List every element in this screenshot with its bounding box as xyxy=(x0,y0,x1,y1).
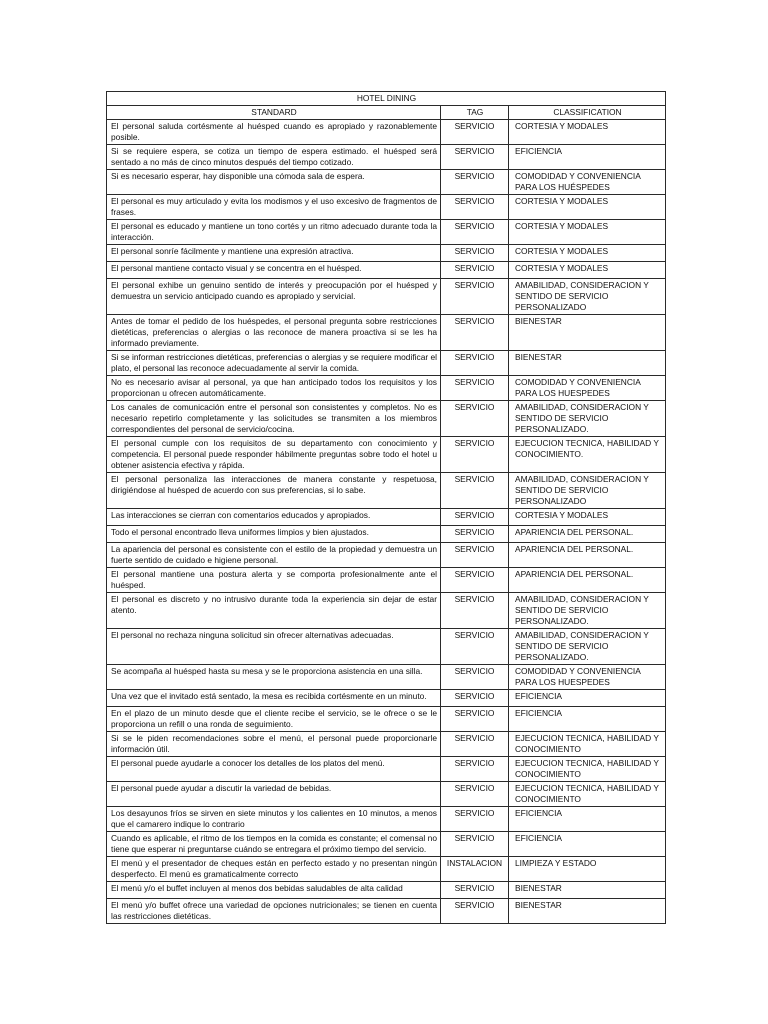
standard-cell: No es necesario avisar al personal, ya que han anticipado todos los requisitos y los proporcionan u ofrecen automáticamente. xyxy=(107,376,441,401)
table-row xyxy=(107,220,666,245)
table-row xyxy=(107,757,666,782)
standard-cell: El personal cumple con los requisitos de su departamento con conocimiento y competencia. El personal puede responder hábilmente preguntas sobre todo el hotel u obtener asistencia efectiva y rápida. xyxy=(107,437,441,473)
tag-cell: SERVICIO xyxy=(441,782,509,807)
classification-cell: EJECUCION TECNICA, HABILIDAD Y CONOCIMIENTO xyxy=(509,757,666,782)
classification-cell: BIENESTAR xyxy=(509,899,666,924)
table-row xyxy=(107,665,666,690)
classification-cell: APARIENCIA DEL PERSONAL. xyxy=(509,526,666,543)
table-row xyxy=(107,509,666,526)
tag-cell: SERVICIO xyxy=(441,690,509,707)
standard-cell: El personal no rechaza ninguna solicitud sin ofrecer alternativas adecuadas. xyxy=(107,629,441,665)
table-row xyxy=(107,526,666,543)
standard-cell: Los canales de comunicación entre el personal son consistentes y completos. No es necesario repetirlo completamente y las solicitudes se transmiten a los miembros correspondientes del personal de servicio/cocina. xyxy=(107,401,441,437)
classification-cell: CORTESIA Y MODALES xyxy=(509,245,666,262)
standard-cell: Todo el personal encontrado lleva uniformes limpios y bien ajustados. xyxy=(107,526,441,543)
table-row xyxy=(107,401,666,437)
classification-cell: AMABILIDAD, CONSIDERACION Y SENTIDO DE SERVICIO PERSONALIZADO. xyxy=(509,629,666,665)
tag-cell: SERVICIO xyxy=(441,120,509,145)
classification-cell: EFICIENCIA xyxy=(509,807,666,832)
tag-cell: SERVICIO xyxy=(441,832,509,857)
classification-cell: CORTESIA Y MODALES xyxy=(509,120,666,145)
standard-cell: El menú y el presentador de cheques están en perfecto estado y no presentan ningún desperfecto. El menú es gramaticalmente correcto xyxy=(107,857,441,882)
tag-cell: SERVICIO xyxy=(441,568,509,593)
classification-cell: AMABILIDAD, CONSIDERACION Y SENTIDO DE SERVICIO PERSONALIZADO. xyxy=(509,401,666,437)
title-row xyxy=(107,92,666,106)
table-row xyxy=(107,882,666,899)
table-row xyxy=(107,732,666,757)
standard-cell: Antes de tomar el pedido de los huéspedes, el personal pregunta sobre restricciones dietéticas, preferencias o alergias o las reconoce de manera proactiva si se les ha informado previamente. xyxy=(107,315,441,351)
standard-cell: El personal exhibe un genuino sentido de interés y preocupación por el huésped y demuestra un servicio anticipado cuando es apropiado y servicial. xyxy=(107,279,441,315)
table-row xyxy=(107,120,666,145)
table-body xyxy=(107,120,666,924)
classification-cell: APARIENCIA DEL PERSONAL. xyxy=(509,543,666,568)
classification-cell: EJECUCION TECNICA, HABILIDAD Y CONOCIMIENTO. xyxy=(509,437,666,473)
column-header-tag: TAG xyxy=(441,106,509,120)
classification-cell: COMODIDAD Y CONVENIENCIA PARA LOS HUESPEDES xyxy=(509,376,666,401)
tag-cell: INSTALACION xyxy=(441,857,509,882)
table-row xyxy=(107,473,666,509)
standard-cell: Si es necesario esperar, hay disponible una cómoda sala de espera. xyxy=(107,170,441,195)
tag-cell: SERVICIO xyxy=(441,526,509,543)
table-row xyxy=(107,690,666,707)
table-row xyxy=(107,262,666,279)
table-row xyxy=(107,568,666,593)
tag-cell: SERVICIO xyxy=(441,882,509,899)
classification-cell: AMABILIDAD, CONSIDERACION Y SENTIDO DE SERVICIO PERSONALIZADO. xyxy=(509,593,666,629)
table-row xyxy=(107,315,666,351)
standard-cell: Si se requiere espera, se cotiza un tiempo de espera estimado. el huésped será sentado a no más de cinco minutos después del tiempo cotizado. xyxy=(107,145,441,170)
tag-cell: SERVICIO xyxy=(441,401,509,437)
table-row xyxy=(107,279,666,315)
standard-cell: El personal mantiene una postura alerta y se comporta profesionalmente ante el huésped. xyxy=(107,568,441,593)
hotel-dining-table xyxy=(106,91,666,924)
tag-cell: SERVICIO xyxy=(441,509,509,526)
tag-cell: SERVICIO xyxy=(441,315,509,351)
classification-cell: AMABILIDAD, CONSIDERACION Y SENTIDO DE SERVICIO PERSONALIZADO xyxy=(509,279,666,315)
standard-cell: Una vez que el invitado está sentado, la mesa es recibida cortésmente en un minuto. xyxy=(107,690,441,707)
header-row xyxy=(107,106,666,120)
standard-cell: El menú y/o buffet ofrece una variedad de opciones nutricionales; se tienen en cuenta las restricciones dietéticas. xyxy=(107,899,441,924)
table-row xyxy=(107,593,666,629)
table-row xyxy=(107,807,666,832)
classification-cell: EJECUCION TECNICA, HABILIDAD Y CONOCIMIENTO xyxy=(509,782,666,807)
standard-cell: Si se informan restricciones dietéticas, preferencias o alergias y se requiere modificar el plato, el personal las reconoce adecuadamente al servir la comida. xyxy=(107,351,441,376)
classification-cell: EFICIENCIA xyxy=(509,707,666,732)
standard-cell: El personal personaliza las interacciones de manera constante y respetuosa, dirigiéndose al huésped de acuerdo con sus preferencias, si lo sabe. xyxy=(107,473,441,509)
standard-cell: El personal es muy articulado y evita los modismos y el uso excesivo de fragmentos de frases. xyxy=(107,195,441,220)
standard-cell: Las interacciones se cierran con comentarios educados y apropiados. xyxy=(107,509,441,526)
tag-cell: SERVICIO xyxy=(441,245,509,262)
table-title: HOTEL DINING xyxy=(107,92,666,106)
classification-cell: COMODIDAD Y CONVENIENCIA PARA LOS HUÉSPEDES xyxy=(509,170,666,195)
table-row xyxy=(107,245,666,262)
classification-cell: CORTESIA Y MODALES xyxy=(509,262,666,279)
standard-cell: Se acompaña al huésped hasta su mesa y se le proporciona asistencia en una silla. xyxy=(107,665,441,690)
tag-cell: SERVICIO xyxy=(441,279,509,315)
table-row xyxy=(107,170,666,195)
classification-cell: EJECUCION TECNICA, HABILIDAD Y CONOCIMIENTO xyxy=(509,732,666,757)
classification-cell: LIMPIEZA Y ESTADO xyxy=(509,857,666,882)
table-row xyxy=(107,376,666,401)
classification-cell: AMABILIDAD, CONSIDERACION Y SENTIDO DE SERVICIO PERSONALIZADO xyxy=(509,473,666,509)
classification-cell: CORTESIA Y MODALES xyxy=(509,195,666,220)
standard-cell: En el plazo de un minuto desde que el cliente recibe el servicio, se le ofrece o se le proporciona un refill o una ronda de seguimiento. xyxy=(107,707,441,732)
classification-cell: EFICIENCIA xyxy=(509,690,666,707)
table-row xyxy=(107,832,666,857)
tag-cell: SERVICIO xyxy=(441,665,509,690)
tag-cell: SERVICIO xyxy=(441,220,509,245)
classification-cell: BIENESTAR xyxy=(509,315,666,351)
table-row xyxy=(107,707,666,732)
column-header-classification: CLASSIFICATION xyxy=(509,106,666,120)
standard-cell: El personal es discreto y no intrusivo durante toda la experiencia sin dejar de estar atento. xyxy=(107,593,441,629)
tag-cell: SERVICIO xyxy=(441,351,509,376)
tag-cell: SERVICIO xyxy=(441,707,509,732)
tag-cell: SERVICIO xyxy=(441,473,509,509)
classification-cell: CORTESIA Y MODALES xyxy=(509,220,666,245)
standard-cell: El personal sonríe fácilmente y mantiene una expresión atractiva. xyxy=(107,245,441,262)
table-row xyxy=(107,629,666,665)
tag-cell: SERVICIO xyxy=(441,543,509,568)
column-header-standard: STANDARD xyxy=(107,106,441,120)
classification-cell: CORTESIA Y MODALES xyxy=(509,509,666,526)
table-row xyxy=(107,782,666,807)
table-row xyxy=(107,857,666,882)
tag-cell: SERVICIO xyxy=(441,757,509,782)
standard-cell: Cuando es aplicable, el ritmo de los tiempos en la comida es constante; el comensal no tiene que esperar ni preguntarse cuándo se entregara el próximo tiempo del servicio. xyxy=(107,832,441,857)
table-row xyxy=(107,543,666,568)
tag-cell: SERVICIO xyxy=(441,170,509,195)
classification-cell: COMODIDAD Y CONVENIENCIA PARA LOS HUESPEDES xyxy=(509,665,666,690)
standard-cell: El personal es educado y mantiene un tono cortés y un ritmo adecuado durante toda la interacción. xyxy=(107,220,441,245)
table-row xyxy=(107,195,666,220)
tag-cell: SERVICIO xyxy=(441,593,509,629)
classification-cell: APARIENCIA DEL PERSONAL. xyxy=(509,568,666,593)
tag-cell: SERVICIO xyxy=(441,629,509,665)
table-row xyxy=(107,437,666,473)
table-row xyxy=(107,145,666,170)
standard-cell: El personal mantiene contacto visual y se concentra en el huésped. xyxy=(107,262,441,279)
standard-cell: El personal puede ayudarle a conocer los detalles de los platos del menú. xyxy=(107,757,441,782)
tag-cell: SERVICIO xyxy=(441,807,509,832)
tag-cell: SERVICIO xyxy=(441,195,509,220)
tag-cell: SERVICIO xyxy=(441,899,509,924)
tag-cell: SERVICIO xyxy=(441,262,509,279)
classification-cell: EFICIENCIA xyxy=(509,145,666,170)
table-row xyxy=(107,351,666,376)
tag-cell: SERVICIO xyxy=(441,732,509,757)
standard-cell: La apariencia del personal es consistente con el estilo de la propiedad y demuestra un fuerte sentido de cuidado e higiene personal. xyxy=(107,543,441,568)
tag-cell: SERVICIO xyxy=(441,376,509,401)
table-row xyxy=(107,899,666,924)
tag-cell: SERVICIO xyxy=(441,437,509,473)
standard-cell: Si se le piden recomendaciones sobre el menú, el personal puede proporcionarle información útil. xyxy=(107,732,441,757)
tag-cell: SERVICIO xyxy=(441,145,509,170)
standard-cell: El personal puede ayudar a discutir la variedad de bebidas. xyxy=(107,782,441,807)
classification-cell: BIENESTAR xyxy=(509,351,666,376)
standard-cell: El personal saluda cortésmente al huésped cuando es apropiado y razonablemente posible. xyxy=(107,120,441,145)
classification-cell: EFICIENCIA xyxy=(509,832,666,857)
classification-cell: BIENESTAR xyxy=(509,882,666,899)
standard-cell: Los desayunos fríos se sirven en siete minutos y los calientes en 10 minutos, a menos que el camarero indique lo contrario xyxy=(107,807,441,832)
standard-cell: El menú y/o el buffet incluyen al menos dos bebidas saludables de alta calidad xyxy=(107,882,441,899)
